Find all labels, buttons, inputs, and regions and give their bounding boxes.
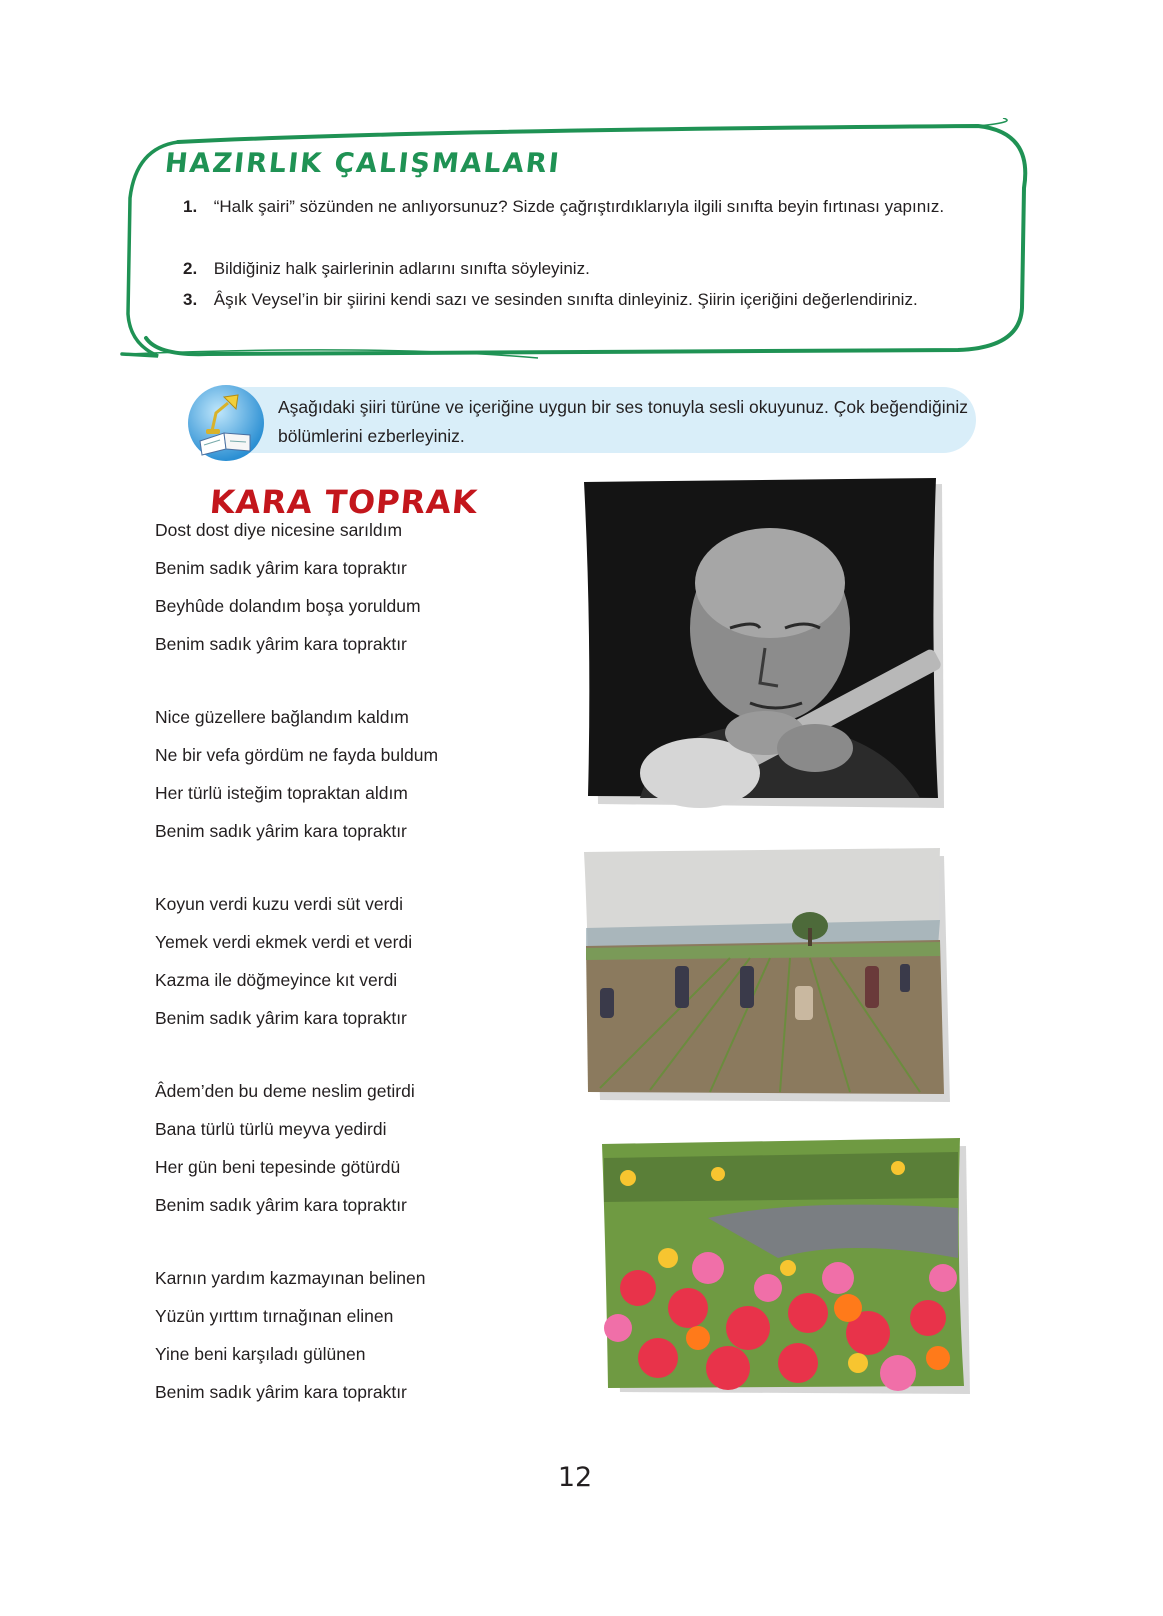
item-number: 1.	[183, 197, 198, 216]
poem-line: Yine beni karşıladı gülünen	[155, 1344, 366, 1364]
poem-stanza-4	[155, 1072, 415, 1224]
item-text: Âşık Veysel’in bir şiirini kendi sazı ve sesinden sınıfta dinleyiniz. Şiirin içeriğini değerlendiriniz.	[213, 290, 918, 309]
page-number: 12	[557, 1462, 593, 1493]
item-number: 2.	[183, 259, 198, 278]
poem-line: Nice güzellere bağlandım kaldım	[155, 707, 409, 727]
poem-stanza-3	[155, 885, 412, 1037]
preparation-title: HAZIRLIK ÇALIŞMALARI	[163, 148, 563, 179]
poem-line: Benim sadık yârim kara topraktır	[155, 1195, 407, 1215]
poem-line: Âdem’den bu deme neslim getirdi	[155, 1081, 415, 1101]
photo-bard-portrait	[580, 478, 960, 818]
poem-line: Kazma ile döğmeyince kıt verdi	[155, 970, 398, 990]
lamp-book-icon	[186, 383, 266, 463]
preparation-item-2	[158, 253, 998, 284]
poem-line: Bana türlü türlü meyva yedirdi	[155, 1119, 387, 1139]
poem-line: Beyhûde dolandım boşa yoruldum	[155, 596, 421, 616]
preparation-item-3	[158, 284, 998, 315]
poem-line: Dost dost diye nicesine sarıldım	[155, 520, 403, 540]
poem-line: Yemek verdi ekmek verdi et verdi	[155, 932, 413, 952]
photo-flower-garden	[598, 1138, 978, 1402]
preparation-item-1	[158, 191, 998, 222]
reading-instruction-banner	[196, 387, 976, 453]
poem-line: Karnın yardım kazmayınan belinen	[155, 1268, 426, 1288]
photo-field-workers	[580, 848, 960, 1110]
poem-line: Her gün beni tepesinde götürdü	[155, 1157, 401, 1177]
poem-line: Ne bir vefa gördüm ne fayda buldum	[155, 745, 439, 765]
poem-stanza-5	[155, 1259, 425, 1411]
item-number: 3.	[183, 290, 198, 309]
item-text: Bildiğiniz halk şairlerinin adlarını sınıfta söyleyiniz.	[213, 259, 590, 278]
item-text: “Halk şairi” sözünden ne anlıyorsunuz? Sizde çağrıştırdıklarıyla ilgili sınıfta beyin fırtınası yapınız.	[213, 197, 945, 216]
poem-stanza-2	[155, 698, 438, 850]
poem-line: Benim sadık yârim kara topraktır	[155, 1382, 407, 1402]
poem-line: Her türlü isteğim topraktan aldım	[155, 783, 408, 803]
poem-line: Benim sadık yârim kara topraktır	[155, 821, 407, 841]
poem-line: Benim sadık yârim kara topraktır	[155, 1008, 407, 1028]
poem-line: Yüzün yırttım tırnağınan elinen	[155, 1306, 394, 1326]
poem-line: Benim sadık yârim kara topraktır	[155, 634, 407, 654]
poem-stanza-1	[155, 511, 421, 663]
reading-instruction-text: Aşağıdaki şiiri türüne ve içeriğine uygun bir ses tonuyla sesli okuyunuz. Çok beğendiğiniz bölümlerini ezberleyiniz.	[278, 397, 968, 446]
poem-line: Benim sadık yârim kara topraktır	[155, 558, 407, 578]
poem-title: KARA TOPRAK	[208, 483, 480, 521]
poem-line: Koyun verdi kuzu verdi süt verdi	[155, 894, 404, 914]
